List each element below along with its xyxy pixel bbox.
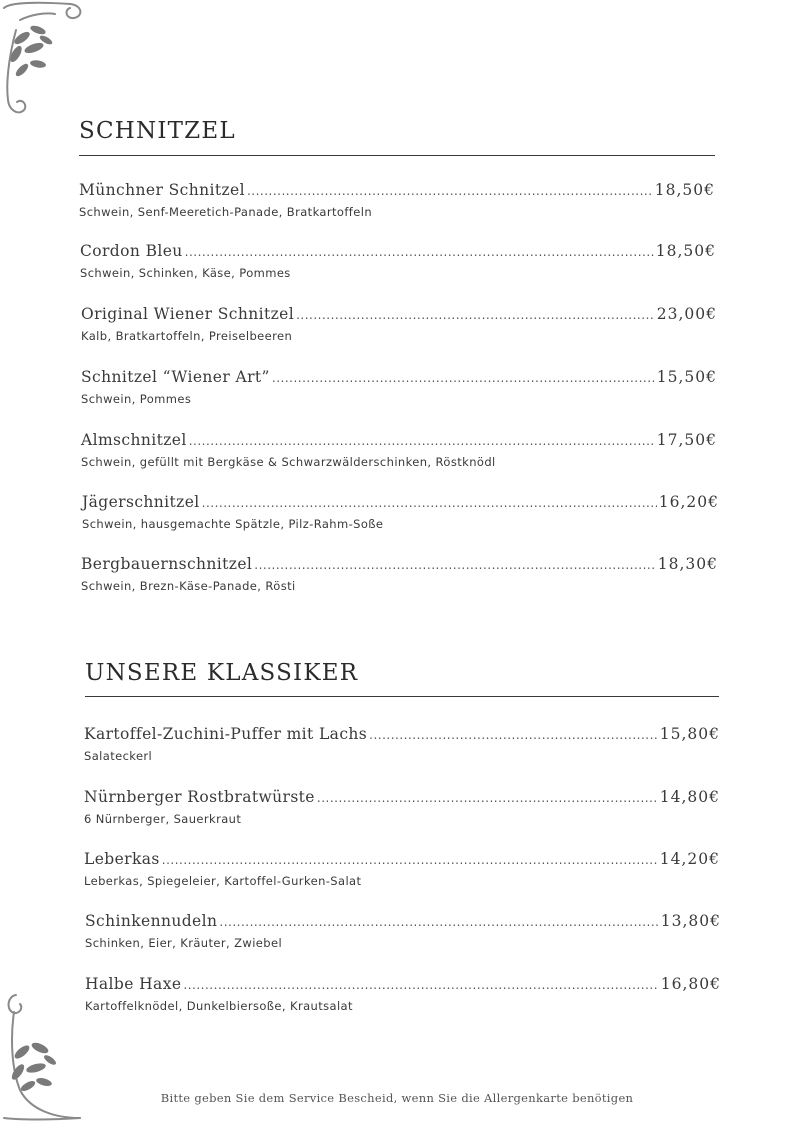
item-name: Kartoffel-Zuchini-Puffer mit Lachs (84, 725, 368, 743)
item-description: Schwein, Senf-Meeretich-Panade, Bratkartoffeln (79, 205, 373, 219)
item-description: Salateckerl (84, 749, 153, 763)
item-name: Schinkennudeln (85, 912, 218, 930)
item-description: Schwein, gefüllt mit Bergkäse & Schwarzwälderschinken, Röstknödl (81, 455, 496, 469)
item-name: Leberkas (84, 850, 160, 868)
item-name: Halbe Haxe (85, 975, 182, 993)
menu-item (80, 242, 716, 280)
item-price: 15,80€ (659, 725, 720, 743)
item-description: Schinken, Eier, Kräuter, Zwiebel (85, 936, 283, 950)
item-description: Schwein, Pommes (81, 392, 192, 406)
item-name: Münchner Schnitzel (79, 181, 245, 199)
dot-leader (247, 184, 653, 198)
dot-leader (202, 496, 657, 510)
menu-item (85, 912, 721, 950)
item-price: 17,50€ (656, 431, 717, 449)
floral-ornament-top-icon (0, 0, 90, 135)
dot-leader (183, 978, 658, 992)
dot-leader (254, 558, 655, 572)
item-name: Bergbauernschnitzel (81, 555, 253, 573)
menu-item (81, 431, 717, 469)
item-price: 14,20€ (659, 850, 720, 868)
menu-item (84, 725, 720, 763)
menu-item (85, 975, 721, 1013)
allergen-notice: Bitte geben Sie dem Service Bescheid, wenn Sie die Allergenkarte benötigen (160, 1091, 634, 1105)
item-price: 16,20€ (658, 493, 719, 511)
item-description: Leberkas, Spiegeleier, Kartoffel-Gurken-Salat (84, 874, 362, 888)
menu-item (81, 368, 717, 406)
item-name: Jägerschnitzel (82, 493, 200, 511)
item-description: Kartoffelknödel, Dunkelbiersoße, Krautsalat (85, 999, 353, 1013)
divider (85, 696, 719, 697)
item-name: Schnitzel “Wiener Art” (81, 368, 270, 386)
item-price: 15,50€ (656, 368, 717, 386)
item-price: 14,80€ (659, 788, 720, 806)
item-description: Schwein, Schinken, Käse, Pommes (80, 266, 291, 280)
dot-leader (369, 728, 658, 742)
dot-leader (162, 853, 658, 867)
dot-leader (296, 308, 655, 322)
item-description: Kalb, Bratkartoffeln, Preiselbeeren (81, 329, 293, 343)
item-name: Nürnberger Rostbratwürste (84, 788, 315, 806)
divider (79, 155, 715, 156)
item-price: 18,50€ (654, 181, 715, 199)
item-price: 23,00€ (656, 305, 717, 323)
menu-item (84, 788, 720, 826)
dot-leader (317, 791, 658, 805)
section-klassiker (85, 660, 358, 686)
item-price: 18,50€ (655, 242, 716, 260)
item-price: 13,80€ (660, 912, 721, 930)
item-price: 16,80€ (660, 975, 721, 993)
menu-item (79, 181, 715, 219)
section-schnitzel (79, 118, 236, 144)
section-title: UNSERE KLASSIKER (85, 660, 359, 686)
dot-leader (272, 371, 655, 385)
item-price: 18,30€ (657, 555, 718, 573)
menu-item (81, 305, 717, 343)
section-title: SCHNITZEL (79, 118, 236, 144)
item-name: Almschnitzel (81, 431, 187, 449)
menu-item (82, 493, 719, 531)
menu-item (81, 555, 718, 593)
menu-item (84, 850, 720, 888)
item-name: Cordon Bleu (80, 242, 183, 260)
item-description: Schwein, Brezn-Käse-Panade, Rösti (81, 579, 296, 593)
dot-leader (219, 915, 658, 929)
dot-leader (185, 245, 654, 259)
item-description: 6 Nürnberger, Sauerkraut (84, 812, 242, 826)
item-name: Original Wiener Schnitzel (81, 305, 295, 323)
dot-leader (189, 434, 655, 448)
item-description: Schwein, hausgemachte Spätzle, Pilz-Rahm-Soße (82, 517, 384, 531)
